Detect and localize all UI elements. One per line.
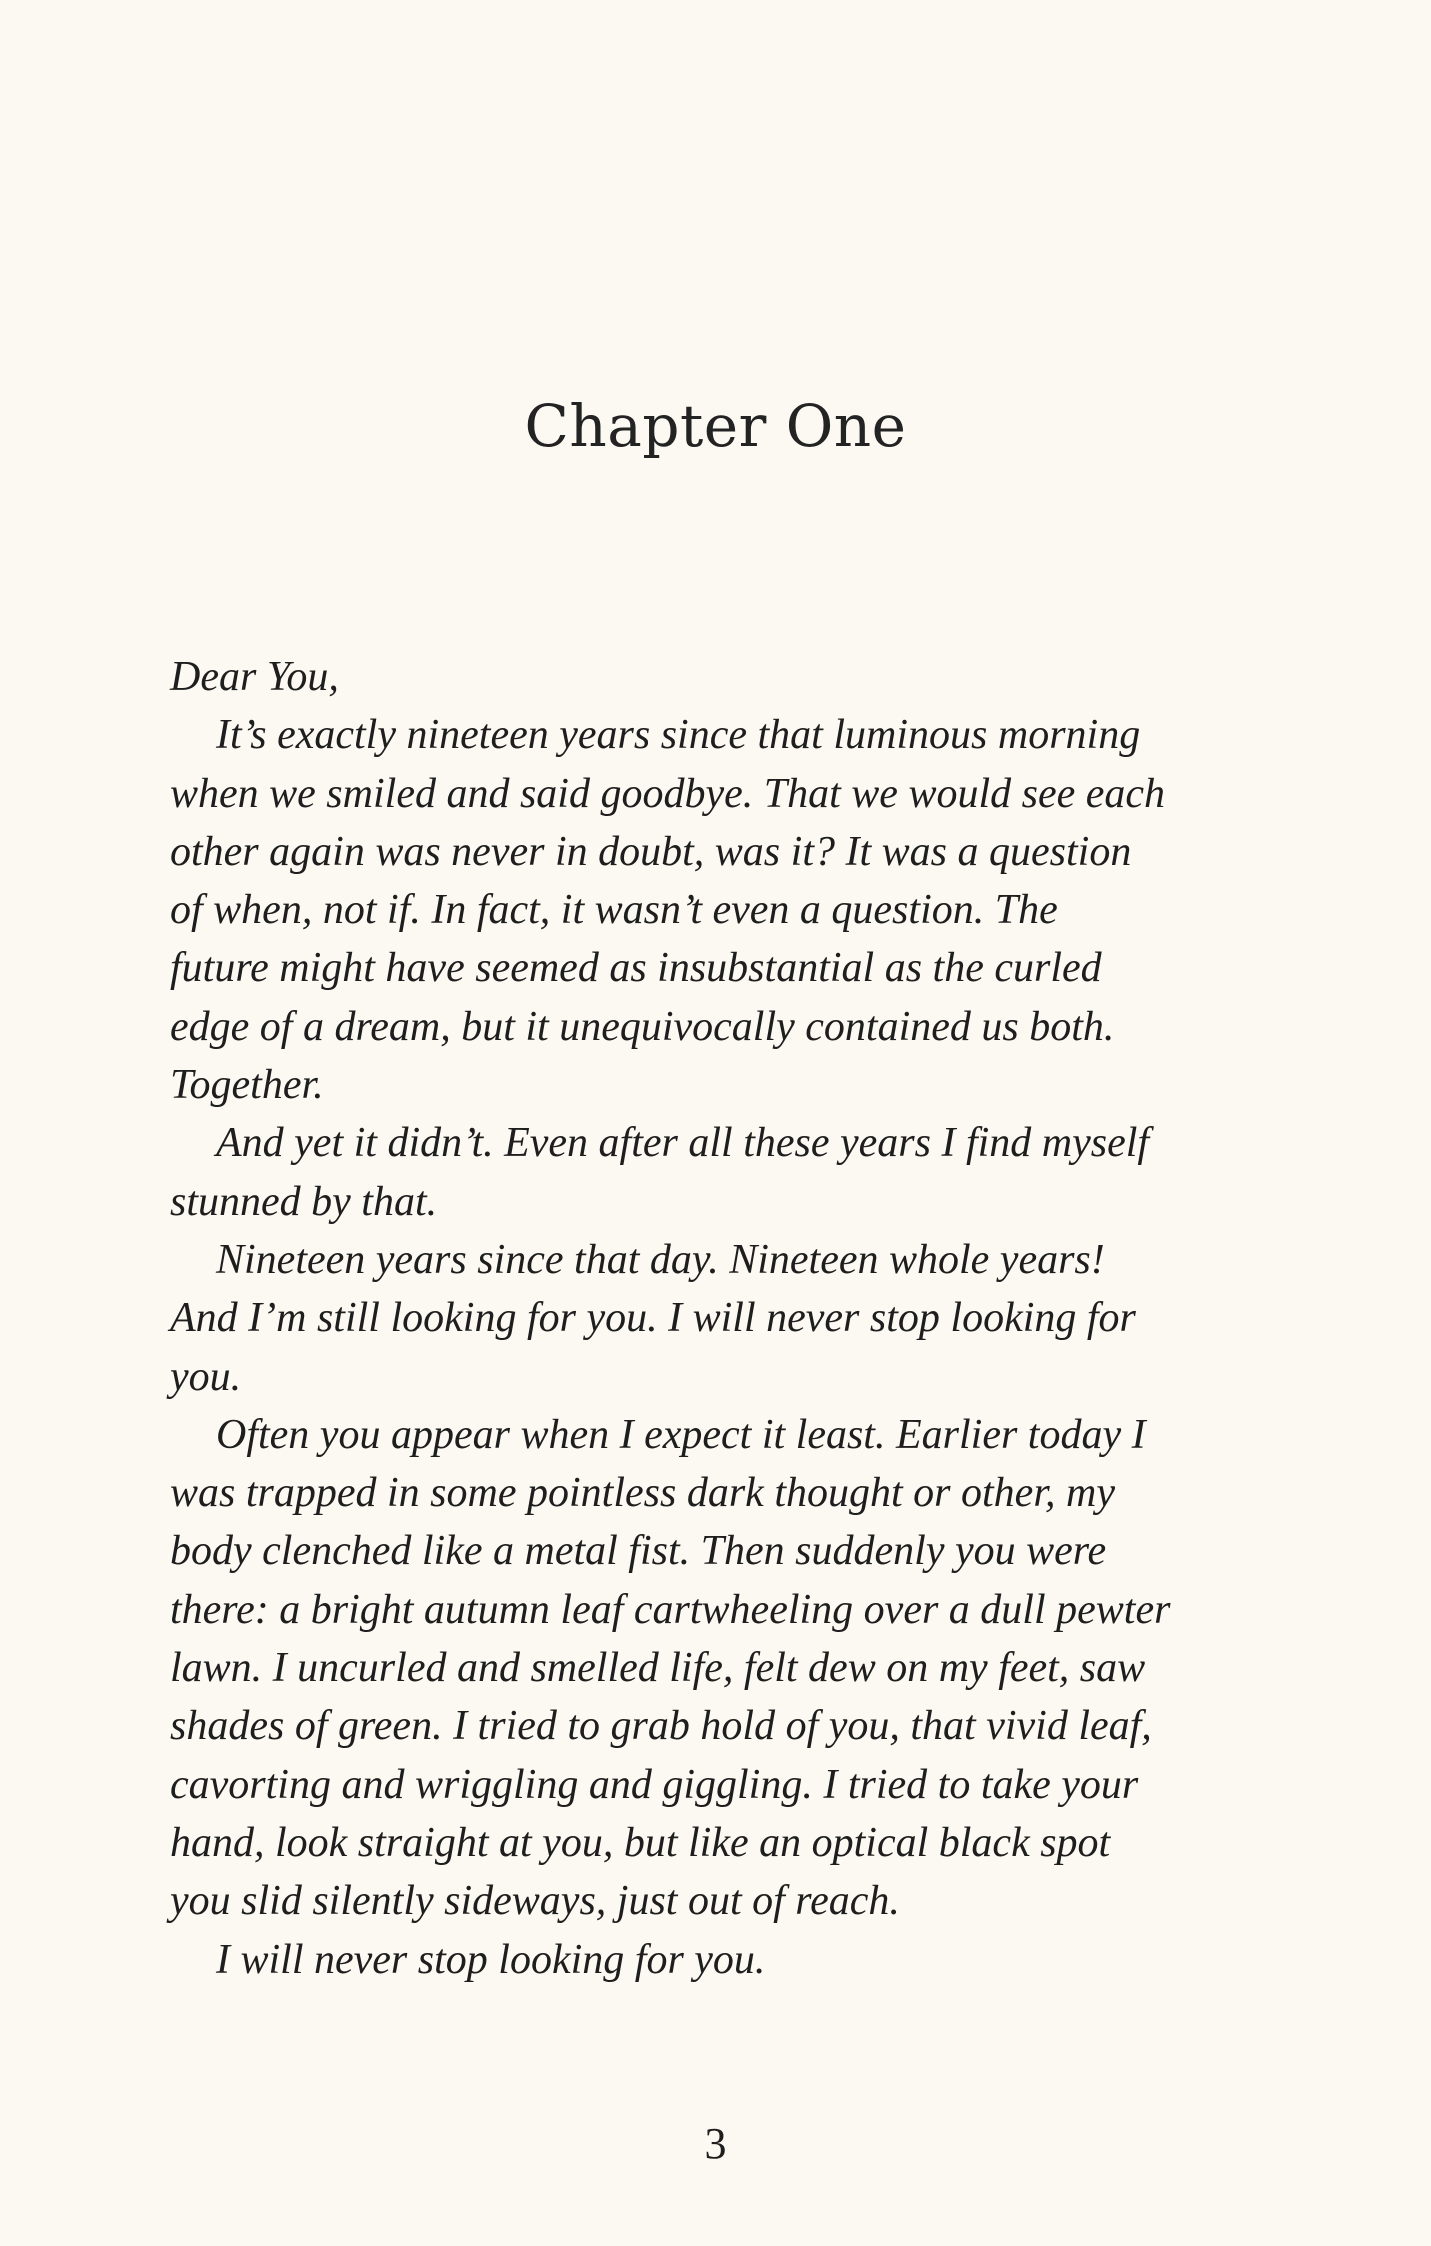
chapter-title: Chapter One [524,392,907,460]
text-line: when we smiled and said goodbye. That we would see each [170,770,1166,817]
text-line: And I’m still looking for you. I will never stop looking for [170,1295,1136,1342]
text-line: cavorting and wriggling and giggling. I tried to take your [170,1761,1139,1808]
text-line: other again was never in doubt, was it? It was a question [170,828,1132,875]
text-line: Often you appear when I expect it least. Earlier today I [216,1411,1146,1458]
text-line: edge of a dream, but it unequivocally contained us both. [170,1003,1115,1050]
text-line: you slid silently sideways, just out of reach. [170,1878,900,1925]
text-line: there: a bright autumn leaf cartwheeling over a dull pewter [170,1586,1171,1633]
text-line: stunned by that. [170,1178,438,1225]
page-number: 3 [704,2119,727,2168]
text-line: was trapped in some pointless dark thought or other, my [170,1470,1115,1517]
text-line: Dear You, [170,654,339,700]
text-line: future might have seemed as insubstantial as the curled [170,945,1102,992]
text-line: of when, not if. In fact, it wasn’t even a question. The [170,887,1058,934]
text-line: body clenched like a metal fist. Then suddenly you were [170,1528,1107,1575]
text-line: lawn. I uncurled and smelled life, felt dew on my feet, saw [170,1645,1146,1692]
letter-body [170,648,1280,1989]
text-line: shades of green. I tried to grab hold of you, that vivid leaf, [170,1703,1152,1750]
text-line: Nineteen years since that day. Nineteen whole years! [216,1236,1105,1283]
text-line: you. [170,1353,242,1400]
text-line: Together. [170,1062,324,1109]
text-line: It’s exactly nineteen years since that luminous morning [216,712,1141,759]
text-line: And yet it didn’t. Even after all these years I find myself [216,1120,1150,1167]
text-line: I will never stop looking for you. [216,1936,766,1983]
text-line: hand, look straight at you, but like an optical black spot [170,1819,1111,1866]
